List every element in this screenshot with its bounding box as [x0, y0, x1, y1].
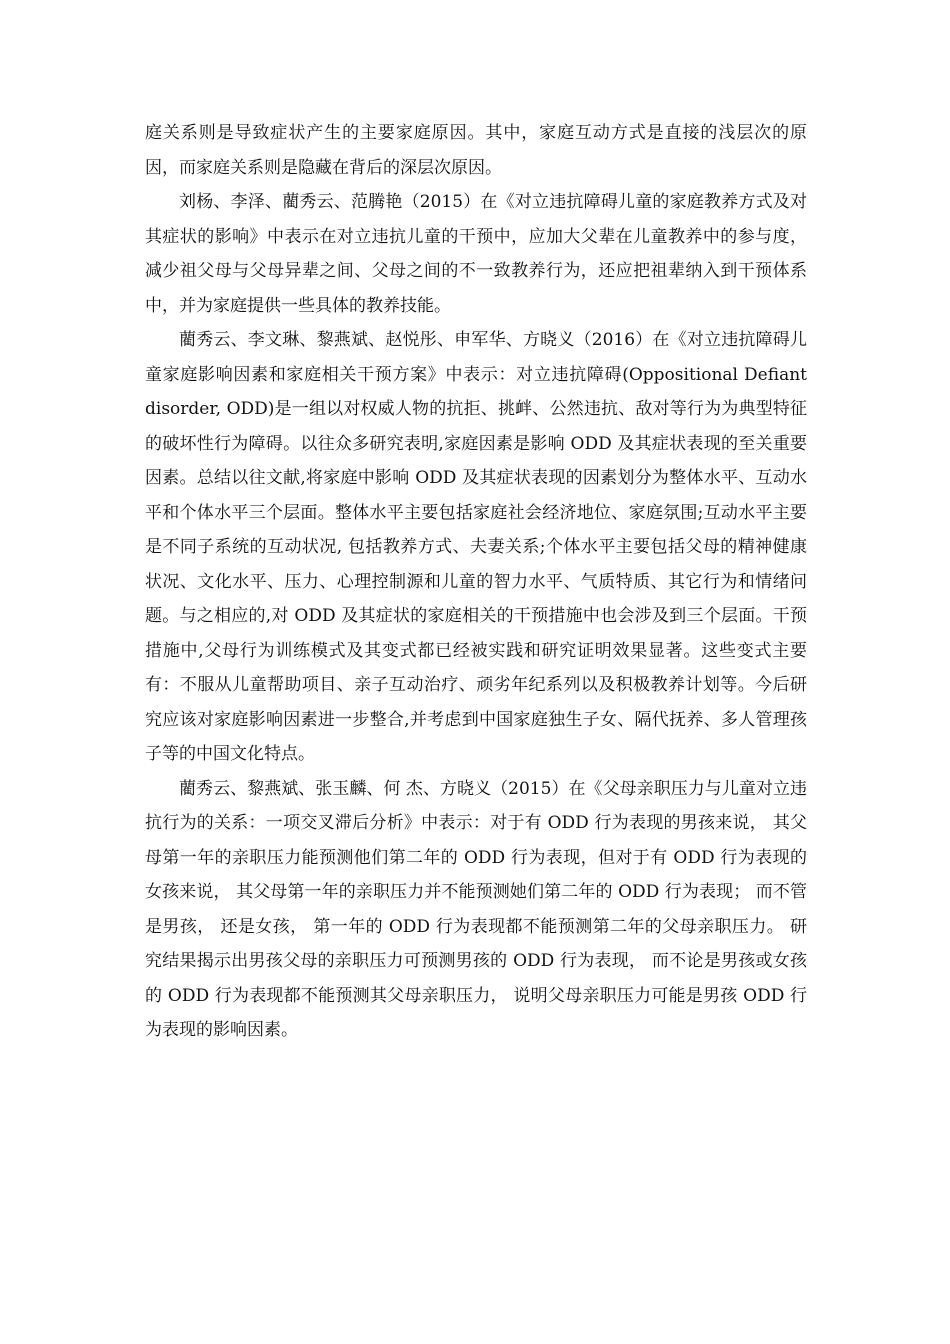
- paragraph-liu-yang-2015: 刘杨、李泽、藺秀云、范腾艳（2015）在《对立违抗障碍儿童的家庭教养方式及对其症状的影响》中表示在对立违抗儿童的干预中，应加大父辈在儿童教养中的参与度，减少祖父母与父母异辈之间、父母之间的不一致教养行为，还应把祖辈纳入到干预体系中，并为家庭提供一些具体的教养技能。: [145, 192, 807, 316]
- paragraph-lin-xiuyun-2016: 藺秀云、李文琳、黎燕斌、赵悦彤、申军华、方晓义（2016）在《对立违抗障碍儿童家庭影响因素和家庭相关干预方案》中表示：对立违抗障碍(Oppositional Defiant disorder, ODD)是一组以对权威人物的抗拒、挑衅、公然违抗、敌对等行为为典型特征的破坏性行为障碍。以往众多研究表明,家庭因素是影响 ODD 及其症状表现的至关重要因素。总结以往文献,将家庭中影响 ODD 及其症状表现的因素划分为整体水平、互动水平和个体水平三个层面。整体水平主要包括家庭社会经济地位、家庭氛围;互动水平主要是不同子系统的互动状况, 包括教养方式、夫妻关系;个体水平主要包括父母的精神健康状况、文化水平、压力、心理控制源和儿童的智力水平、气质特质、其它行为和情绪问题。与之相应的,对 ODD 及其症状的家庭相关的干预措施中也会涉及到三个层面。干预措施中,父母行为训练模式及其变式都已经被实践和研究证明效果显著。这些变式主要有：不服从儿童帮助项目、亲子互动治疗、顽劣年纪系列以及积极教养计划等。今后研究应该对家庭影响因素进一步整合,并考虑到中国家庭独生子女、隔代抚养、多人管理孩子等的中国文化特点。: [145, 330, 807, 764]
- paragraph-lin-xiuyun-2015: 藺秀云、黎燕斌、张玉麟、何 杰、方晓义（2015）在《父母亲职压力与儿童对立违抗行为的关系：一项交叉滞后分析》中表示：对于有 ODD 行为表现的男孩来说， 其父母第一年的亲职压力能预测他们第二年的 ODD 行为表现，但对于有 ODD 行为表现的女孩来说， 其父母第一年的亲职压力并不能预测她们第二年的 ODD 行为表现； 而不管是男孩， 还是女孩， 第一年的 ODD 行为表现都不能预测第二年的父母亲职压力。 研究结果揭示出男孩父母的亲职压力可预测男孩的 ODD 行为表现， 而不论是男孩或女孩的 ODD 行为表现都不能预测其父母亲职压力， 说明父母亲职压力可能是男孩 ODD 行为表现的影响因素。: [145, 778, 807, 1040]
- paragraph-continuation: 庭关系则是导致症状产生的主要家庭原因。其中，家庭互动方式是直接的浅层次的原因，而家庭关系则是隐藏在背后的深层次原因。: [145, 123, 807, 178]
- document-body: [145, 116, 807, 1048]
